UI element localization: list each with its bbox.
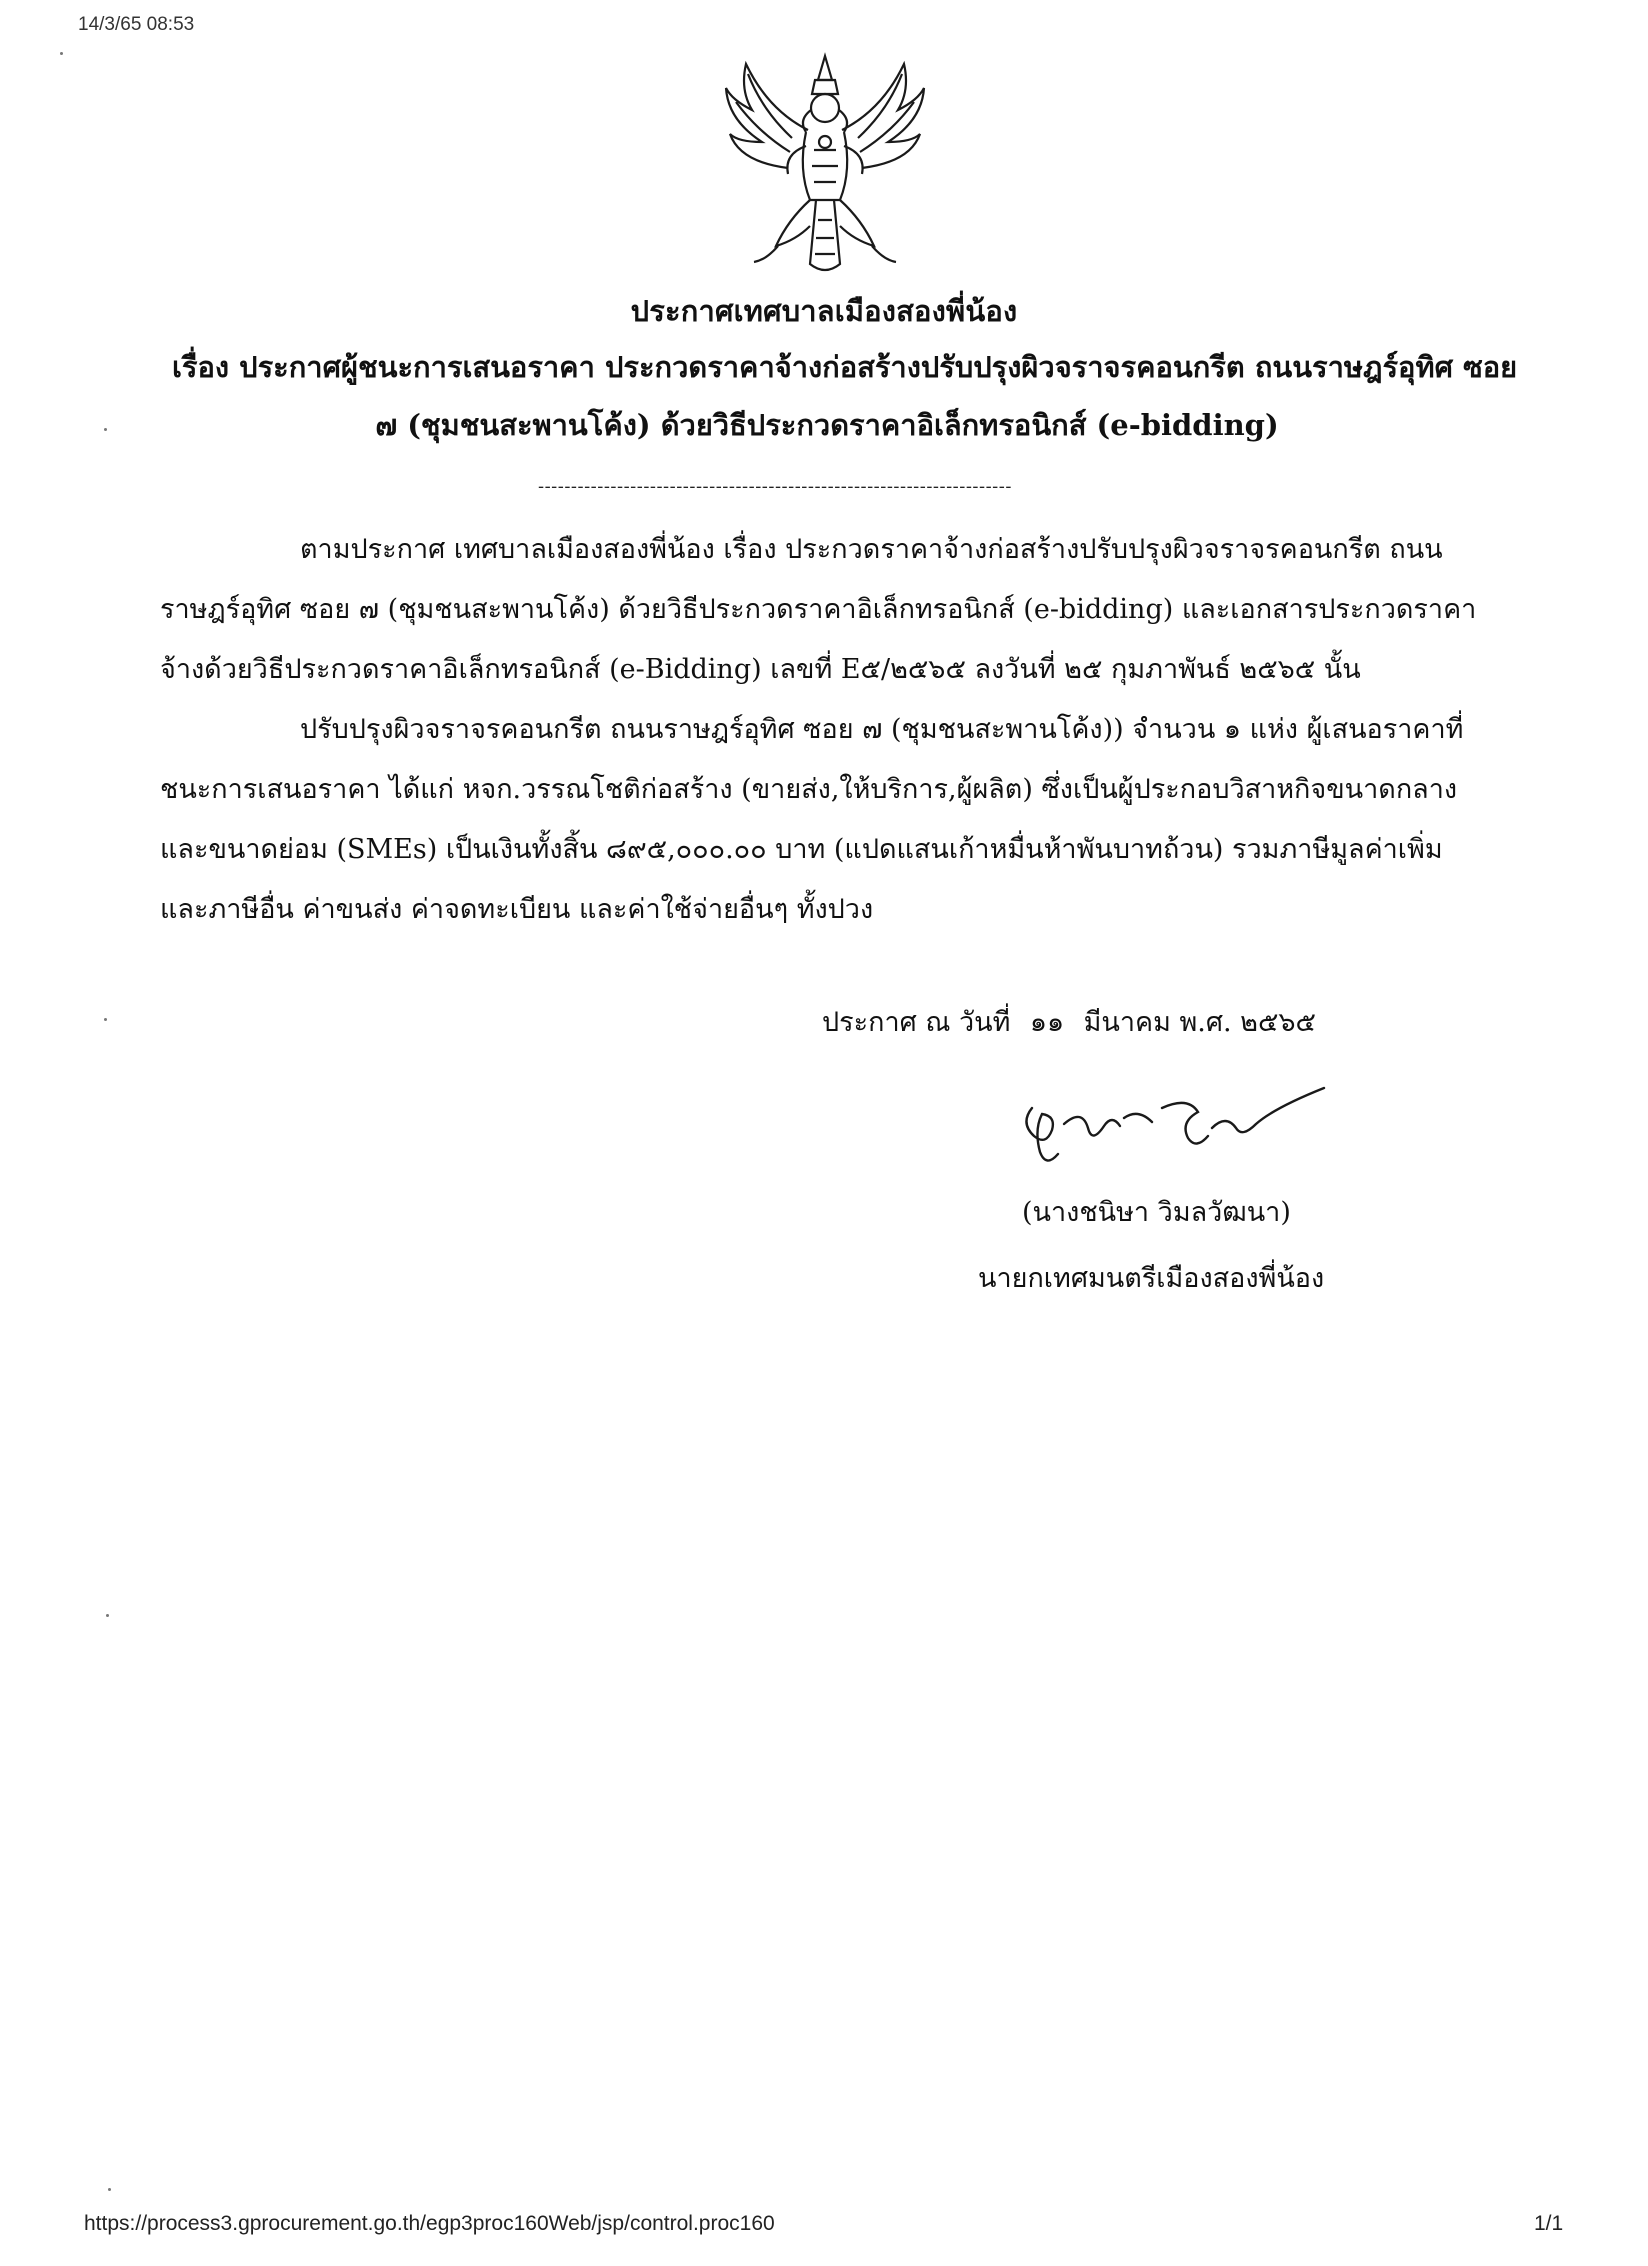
subject-line: เรื่อง ประกาศผู้ชนะการเสนอราคา ประกวดราคาจ้างก่อสร้างปรับปรุงผิวจราจรคอนกรีต ถนนราษฎร์อุทิศ ซอย — [172, 350, 1518, 384]
paragraph-line: ราษฎร์อุทิศ ซอย ๗ (ชุมชนสะพานโค้ง) ด้วยวิธีประกวดราคาอิเล็กทรอนิกส์ (e-bidding) และเอกสารประกวดราคา — [160, 594, 1477, 625]
paragraph-line: ปรับปรุงผิวจราจรคอนกรีต ถนนราษฎร์อุทิศ ซอย ๗ (ชุมชนสะพานโค้ง)) จำนวน ๑ แห่ง ผู้เสนอราคาที่ — [300, 714, 1464, 745]
signature-icon — [1012, 1068, 1332, 1178]
garuda-emblem-icon — [718, 50, 932, 278]
paragraph-line: จ้างด้วยวิธีประกวดราคาอิเล็กทรอนิกส์ (e-Bidding) เลขที่ E๕/๒๕๖๕ ลงวันที่ ๒๕ กุมภาพันธ์ ๒๕๖๕ นั้น — [160, 654, 1361, 685]
paragraph-line: และภาษีอื่น ค่าขนส่ง ค่าจดทะเบียน และค่าใช้จ่ายอื่นๆ ทั้งปวง — [160, 894, 874, 925]
paragraph-1 — [160, 520, 1480, 700]
signer-name: (นางชนิษา วิมลวัฒนา) — [1022, 1197, 1291, 1228]
page-number: 1/1 — [1534, 2212, 1564, 2235]
document-title: ประกาศเทศบาลเมืองสองพี่น้อง — [630, 294, 1018, 328]
print-timestamp: 14/3/65 08:53 — [78, 14, 195, 35]
paragraph-line: ชนะการเสนอราคา ได้แก่ หจก.วรรณโชติก่อสร้าง (ขายส่ง,ให้บริการ,ผู้ผลิต) ซึ่งเป็นผู้ประกอบวิสาหกิจขนาดกลาง — [160, 774, 1458, 805]
date-day: ๑๑ — [1029, 1007, 1065, 1038]
subject-block — [172, 338, 1518, 454]
paragraph-2 — [160, 700, 1480, 940]
divider: ------------------------------------------------------------------------ — [538, 476, 1012, 497]
signer-title: นายกเทศมนตรีเมืองสองพี่น้อง — [978, 1263, 1325, 1294]
subject-line: ๗ (ชุมชนสะพานโค้ง) ด้วยวิธีประกวดราคาอิเล็กทรอนิกส์ (e-bidding) — [375, 408, 1279, 442]
date-prefix: ประกาศ ณ วันที่ — [822, 1007, 1011, 1038]
date-suffix: มีนาคม พ.ศ. ๒๕๖๕ — [1083, 1007, 1316, 1038]
paragraph-line: และขนาดย่อม (SMEs) เป็นเงินทั้งสิ้น ๘๙๕,๐๐๐.๐๐ บาท (แปดแสนเก้าหมื่นห้าพันบาทถ้วน) รวมภาษีมูลค่าเพิ่ม — [160, 834, 1443, 865]
paragraph-line: ตามประกาศ เทศบาลเมืองสองพี่น้อง เรื่อง ประกวดราคาจ้างก่อสร้างปรับปรุงผิวจราจรคอนกรีต ถนน — [300, 534, 1443, 565]
announcement-date — [822, 1000, 1316, 1043]
footer-url: https://process3.gprocurement.go.th/egp3proc160Web/jsp/control.proc160 — [84, 2212, 775, 2235]
